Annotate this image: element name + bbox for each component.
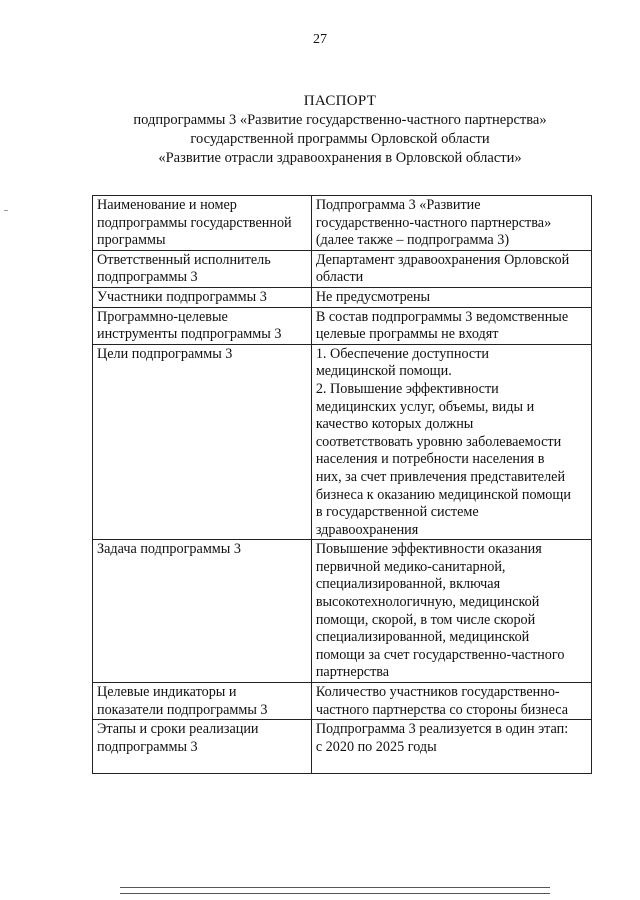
cell-line: Количество участников государственно-	[315, 684, 560, 701]
cell-line: медицинской помощи.	[315, 363, 452, 380]
cell-line: первичной медико-санитарной,	[315, 558, 506, 575]
cell-line: показатели подпрограммы 3	[97, 701, 268, 718]
cell-line: населения и потребности населения в	[315, 451, 545, 468]
cell-line: целевые программы не входят	[315, 326, 499, 343]
cell-line: Подпрограмма 3 реализуется в один этап:	[315, 721, 569, 738]
row-value-cell	[311, 344, 591, 540]
cell-line: Повышение эффективности оказания	[315, 541, 542, 558]
table-row	[93, 250, 592, 287]
margin-mark	[4, 210, 8, 211]
table-row	[93, 307, 592, 344]
cell-line: государственно-частного партнерства»	[315, 214, 552, 231]
cell-line: Департамент здравоохранения Орловской	[315, 251, 570, 268]
cell-line: (далее также – подпрограмма 3)	[315, 232, 510, 249]
row-label-cell	[93, 196, 312, 251]
row-value-cell	[311, 196, 591, 251]
cell-line: программы	[97, 232, 166, 249]
title-subprogram-name: подпрограммы 3 «Развитие государственно-частного партнерства»	[133, 112, 547, 128]
cell-line: соответствовать уровню заболеваемости	[315, 433, 562, 450]
cell-line: Задача подпрограммы 3	[97, 541, 241, 558]
cell-line: инструменты подпрограммы 3	[97, 326, 282, 343]
scan-edge-line	[120, 893, 550, 894]
row-label-cell	[93, 720, 312, 774]
cell-line: Не предусмотрены	[315, 288, 431, 305]
cell-line: высокотехнологичную, медицинской	[315, 594, 540, 611]
cell-line: помощи, скорой, в том числе скорой	[315, 611, 536, 628]
title-program-name: «Развитие отрасли здравоохранения в Орловской области»	[158, 150, 522, 166]
row-value-cell	[311, 250, 591, 287]
cell-line: специализированной, включая	[315, 576, 501, 593]
cell-line: подпрограммы 3	[97, 738, 198, 755]
cell-line: 2. Повышение эффективности	[315, 380, 499, 397]
title-program-owner: государственной программы Орловской области	[190, 131, 490, 147]
cell-line: партнерства	[315, 664, 390, 681]
cell-line: Ответственный исполнитель	[97, 251, 271, 268]
cell-line: специализированной, медицинской	[315, 629, 530, 646]
cell-line: В состав подпрограммы 3 ведомственные	[315, 308, 569, 325]
passport-table	[92, 195, 592, 774]
row-value-cell	[311, 683, 591, 720]
cell-line: них, за счет привлечения представителей	[315, 468, 566, 485]
title-heading: ПАСПОРТ	[303, 93, 377, 109]
row-value-cell	[311, 720, 591, 774]
cell-line: Цели подпрограммы 3	[97, 345, 233, 362]
row-value-cell	[311, 287, 591, 307]
cell-line: Подпрограмма 3 «Развитие	[315, 197, 481, 213]
cell-line: 1. Обеспечение доступности	[315, 345, 490, 362]
row-label-cell	[93, 344, 312, 540]
cell-line: Целевые индикаторы и	[97, 684, 237, 701]
cell-line: качество которых должны	[315, 416, 474, 433]
cell-line: в государственной системе	[315, 504, 479, 521]
cell-line: области	[315, 269, 364, 286]
cell-line: с 2020 по 2025 годы	[315, 738, 437, 755]
row-label-cell	[93, 307, 312, 344]
table-row	[93, 683, 592, 720]
cell-line: Программно-целевые	[97, 308, 228, 325]
cell-line: помощи за счет государственно-частного	[315, 646, 565, 663]
table-row	[93, 344, 592, 540]
row-value-cell	[311, 307, 591, 344]
table-row	[93, 720, 592, 774]
document-title	[60, 92, 620, 168]
table-row	[93, 540, 592, 683]
row-label-cell	[93, 540, 312, 683]
cell-line: здравоохранения	[315, 521, 419, 538]
table-row	[93, 196, 592, 251]
row-value-cell	[311, 540, 591, 683]
cell-line: Наименование и номер	[97, 197, 237, 213]
scan-edge-line	[120, 887, 550, 888]
cell-line: Участники подпрограммы 3	[97, 288, 267, 305]
row-label-cell	[93, 683, 312, 720]
cell-line: частного партнерства со стороны бизнеса	[315, 701, 568, 718]
row-label-cell	[93, 250, 312, 287]
cell-line: подпрограммы государственной	[97, 214, 292, 231]
cell-line: подпрограммы 3	[97, 269, 198, 286]
row-label-cell	[93, 287, 312, 307]
page-number: 27	[313, 32, 327, 47]
cell-line: Этапы и сроки реализации	[97, 721, 259, 738]
cell-line: бизнеса к оказанию медицинской помощи	[315, 486, 571, 503]
cell-line: медицинских услуг, объемы, виды и	[315, 398, 535, 415]
table-row	[93, 287, 592, 307]
